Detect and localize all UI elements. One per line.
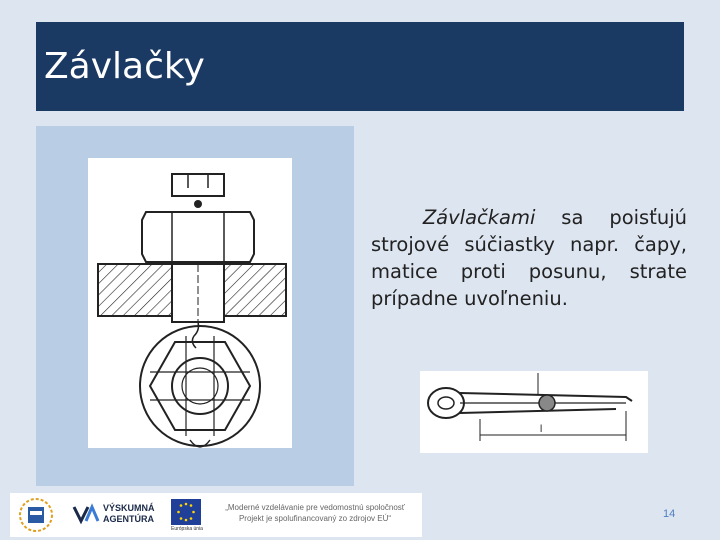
cotter-pin-illustration bbox=[420, 371, 648, 453]
research-agency-line2: AGENTÚRA bbox=[103, 514, 154, 524]
project-quote bbox=[215, 502, 415, 524]
castle-nut-illustration bbox=[88, 158, 292, 448]
school-logo bbox=[16, 497, 56, 533]
page-number: 14 bbox=[663, 508, 676, 520]
project-quote-line2: Projekt je spolufinancovaný zo zdrojov EÚ“ bbox=[238, 514, 392, 523]
left-image-panel bbox=[36, 126, 354, 486]
research-agency-logo bbox=[72, 503, 100, 525]
title-bar bbox=[36, 22, 684, 111]
research-agency-icon bbox=[72, 503, 100, 525]
body-bold-term: Závlačkami bbox=[422, 206, 536, 229]
slide-title: Závlačky bbox=[44, 46, 205, 87]
research-agency-line1: VÝSKUMNÁ bbox=[103, 503, 155, 513]
body-text bbox=[371, 204, 687, 312]
footer-logos bbox=[10, 493, 422, 537]
research-agency-text bbox=[103, 503, 155, 525]
cotter-pin-drawing bbox=[420, 371, 648, 453]
project-quote-line1: „Moderné vzdelávanie pre vedomostnú spoločnosť bbox=[225, 503, 405, 512]
school-logo-icon bbox=[16, 497, 56, 533]
body-text-rest: sa poisťujú strojové súčiastky napr. čapy, matice proti posunu, strate prípadne uvoľneniu. bbox=[371, 206, 687, 310]
castle-nut-drawing bbox=[88, 158, 292, 448]
eu-flag-icon bbox=[171, 499, 201, 525]
pin-length-label: l bbox=[540, 424, 543, 435]
eu-caption: Európska únia bbox=[171, 526, 203, 532]
